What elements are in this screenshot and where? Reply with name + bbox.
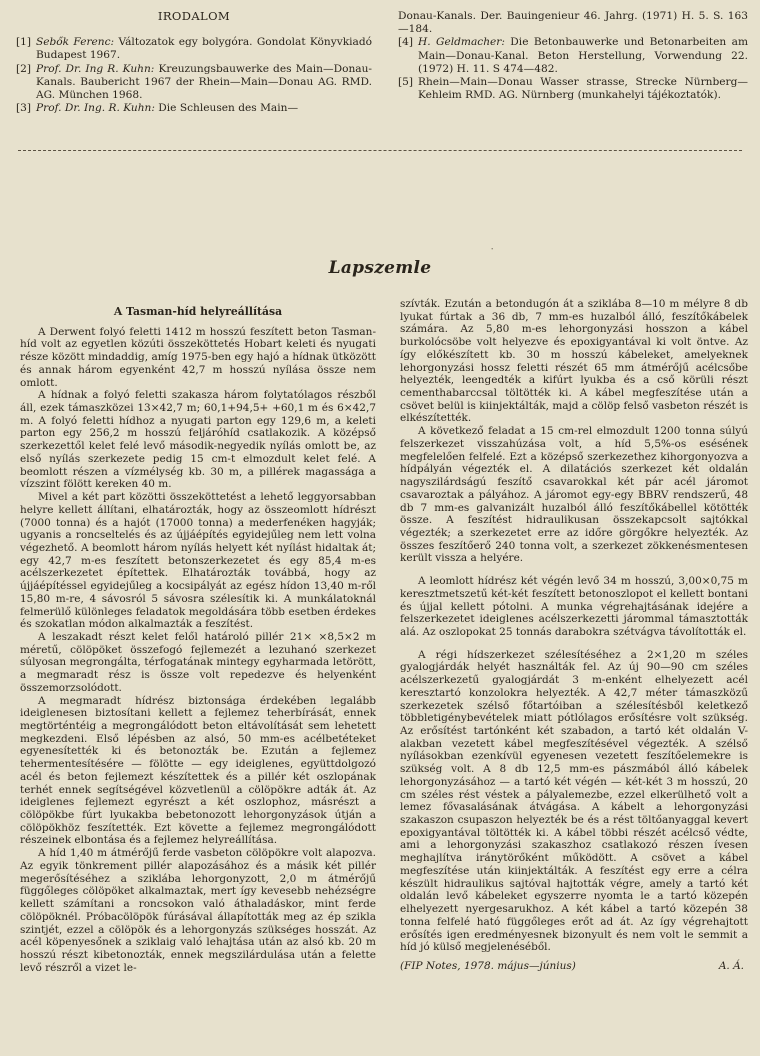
reference-item [398, 76, 748, 102]
reference-continuation [398, 10, 748, 36]
reference-author: Prof. Dr. Ing. R. Kuhn: [36, 102, 155, 115]
article-signature: A. Á. [718, 959, 744, 972]
reference-text: Die Schleusen des Main— [154, 102, 299, 115]
article-paragraph: A Derwent folyó feletti 1412 m hosszú feszített beton Tasman-híd volt az egyetlen közúti összeköttetés Hobart keleti és nyugati része között mindaddig, amíg 1975-ben egy hajó a hídnak ütközött és annak három egyenként 42,7 m hosszú nyílása össze nem omlott. [20, 325, 376, 389]
article-paragraph: A régi hídszerkezet szélesítéséhez a 2×1,20 m széles gyalogjárdák helyét használták fel. Az új 90—90 cm széles acélszerkezetű gyalogjárdát 3 m-enként elhelyezett acél keresztartó konzolokra helyezték. A 42,7 méter támaszközű szerkezetek szélső főtartóiban a szélesítésből keletkező többletigénybevételek miatt pótlólagos erősítésre volt szükség. Az erősítést tartónként két szabadon, a tartó két oldalán V-alakban vezetett kábel megfeszítésével végezték. A szélső nyílásokban ezenkívül egyenesen vezetett feszítőelemekre is szükség volt. A 8 db 12,5 mm-es pászmából álló kábelek lehorgonyzásához — a tartó két végén — két-két 3 m hosszú, 20 cm széles rést véstek a pályalemezbe, ezzel elkerülhető volt a lemez fővasalásának átvágása. A kábelt a lehorgonyzási szakaszon csupaszon helyezték be és a rést töltőanyaggal kevert epoxigyantával töltötték ki. A kábel többi részét acélcső védte, ami a lehorgonyzási szakaszhoz csatlakozó részen ívesen meghajlítva iránytörőként működött. A csövet a kábel megfeszítése után kiinjektálták. A feszítést egy erre a célra készült hidraulikus sajtóval hajtották végre, amely a tartó két oldalán levő kábeleket egyszerre nyomta le a tartó közepén elhelyezett nyergesarukhoz. A két kábel a tartó közepén 38 tonna felfelé ható függőleges erőt ad át. Az így végrehajtott erősítés igen eredményesnek bizonyult és nem volt le semmit a híd jó külső megjelenéséből. [400, 648, 748, 954]
reference-author: Sebők Ferenc: [36, 36, 115, 49]
reference-number: [3] [16, 102, 32, 115]
reference-number: [5] [398, 76, 414, 89]
reference-author: H. Geldmacher: [418, 36, 505, 49]
reference-text: Die Betonbauwerke und Betonarbeiten am Main—Donau-Kanal. Beton Herstellung, Vorwendung 22. (1972) H. 11. S 474—482. [418, 36, 748, 75]
article-source: (FIP Notes, 1978. május—június) [400, 959, 576, 972]
reference-item [16, 36, 372, 62]
article-paragraph: A hídnak a folyó feletti szakasza három folytatólagos részből áll, ezek támaszközei 13×42,7 m; 60,1+94,5+ +60,1 m és 6×42,7 m. A folyó feletti hídhoz a nyugati parton egy 129,6 m, a keleti parton egy 256,2 m hosszú feljáróhíd csatlakozik. A középső szerkezettől kelet felé levő második-negyedik nyílás omlott be, az első nyílás szerkezete pedig 15 cm-t elmozdult kelet felé. A beomlott részen a vízmélység kb. 30 m, a pillérek magassága a vízszint fölött kereken 40 m. [20, 389, 376, 491]
decorative-dot: ٠ [490, 244, 495, 253]
article-paragraph: A leszakadt részt kelet felől határoló pillér 21× ×8,5×2 m méretű, cölöpöket összefogó fejlemezét a lezuhanó szerkezet súlyosan megrongálta, térfogatának mintegy egyharmada letörött, a megmaradt rész is össze volt repedezve és helyenként összemorzsolódott. [20, 630, 376, 694]
reference-text: Rhein—Main—Donau Wasser strasse, Strecke Nürnberg—Kehleim RMD. AG. Nürnberg (munkahelyi tájékoztatók). [418, 76, 748, 102]
section-divider [18, 150, 742, 151]
article-paragraph: szívták. Ezután a betondugón át a sziklába 8—10 m mélyre 8 db lyukat fúrtak a 36 db, 7 mm-es huzalból álló, feszítőkábelek számára. Az 5,80 m-es lehorgonyzási hosszon a kábel burkolócsöbe volt helyezve és epoxigyantával ki volt öntve. Az így előkészített kb. 30 m hosszú kábeleket, amelyeknek lehorgonyzási hossz feletti részét 65 mm átmérőjű acélcsőbe helyezték, leengedték a kifúrt lyukba és a cső körüli részt cementhabarccsal töltötték ki. A kábel megfeszítése után a csövet belül is kiinjektálták, majd a cölöp felső vasbeton részét is elkészítették. [400, 298, 748, 425]
article-column-right [400, 298, 748, 973]
article-title: A Tasman-híd helyreállítása [113, 305, 283, 318]
article-paragraph: Mivel a két part közötti összeköttetést a lehető leggyorsabban helyre kellett állítani, elhatározták, hogy az összeomlott hídrészt (7000 tonna) és a hajót (17000 tonna) a mederfenéken hagyják; ugyanis a roncseltelés és az újjáépítés egyidejűleg nem lett volna végezhető. A beomlott három nyílás helyett két nyílást hidaltak át; egy 42,7 m-es feszített betonszerkezetet és egy 85,4 m-es acélszerkezetet építettek. Elhatározták továbbá, hogy az újjáépítéssel egyidejűleg a kocsipályát az egész hídon 13,40 m-ről 15,80 m-re, 4 sávosról 5 sávosra szélesítik ki. A munkálatoknál felmerülő különleges feladatok megoldására több esetben érdekes és szokatlan módon alkalmazták a feszítést. [20, 491, 376, 631]
article-paragraph: A megmaradt hídrész biztonsága érdekében legalább ideiglenesen biztosítani kellett a fejlemez teherbírását, ennek megtörténtéig a megrongálódott beton eltávolítását sem lehetett megkezdeni. Első lépésben az alsó, 50 mm-es acélbetéteket egyenesítették ki és betonozták be. Ezután a fejlemez tehermentesítésére — fölötte — egy ideiglenes, együttdolgozó acél és beton fejlemezt készítettek és a pillér két oszlopának terhét ennek segítségével közvetlenül a cölöpökre adták át. Az ideiglenes fejlemezt egyrészt a két oszlophoz, másrészt a cölöpökbe fúrt lyukakba bebetonozott lehorgonyzások útján a cölöpökhöz feszítették. Ezt követte a fejlemez megrongálódott részeinek elbontása és a fejlemez helyreállítása. [20, 694, 376, 847]
reference-text: Kreuzungsbauwerke des Main—Donau-Kanals. Baubericht 1967 der Rhein—Main—Donau AG. RMD. AG. München 1968. [36, 62, 372, 102]
reference-item [398, 36, 748, 76]
reference-number: [1] [16, 36, 32, 49]
reference-author: Prof. Dr. Ing R. Kuhn: [36, 62, 155, 75]
article-paragraph: A leomlott hídrész két végén levő 34 m hosszú, 3,00×0,75 m keresztmetszetű két-két feszített betonoszlopot el kellett bontani és újjal kellett pótolni. A munka végrehajtásának idejére a felszerkezetet ideiglenes acélszerkezetti járommal támasztották alá. Az oszlopokat 25 tonnás darabokra szétvágva távolították el. [400, 575, 748, 638]
irodalom-title: IRODALOM [157, 9, 231, 23]
article-paragraph: A híd 1,40 m átmérőjű ferde vasbeton cölöpökre volt alapozva. Az egyik tönkrement pillér alapozásához és a másik két pillér megerősítéséhez a sziklába lehorgonyzott, 2,0 m átmérőjű függőleges cölöpöket alkalmaztak, mert így kevesebb nehézségre kellett számítani a roncsokon való áthaladáskor, mint ferde cölöpöknél. Próbacölöpök fúrásával állapították meg az ép szikla szintjét, ezzel a cölöpök és a lehorgonyzás szükséges hosszát. Az acél köpenyesőnek a sziklaig való lehajtása után az alsó kb. 20 m hosszú részt kibetonozták, ennek megszilárdulása után a felette levő részről a vizet le- [20, 847, 376, 974]
article-source-line [400, 960, 748, 973]
irodalom-left-column [16, 10, 372, 115]
reference-item [16, 63, 372, 103]
article-column-left [20, 298, 376, 974]
reference-number: [4] [398, 36, 414, 49]
reference-text: Donau-Kanals. Der. Bauingenieur 46. Jahrg. (1971) H. 5. S. 163—184. [398, 10, 748, 36]
article-paragraph: A következő feladat a 15 cm-rel elmozdult 1200 tonna súlyú felszerkezet visszahúzása volt, a híd 5,5%-os esésének megfelelően felfelé. Ezt a középső szerkezethez kihorgonyozva a hídpályán végezték el. A dilatációs szerkezet két oldalán nagyszilárdságú feszítő csavarokkal két pár acél járomot csavaroztak a pályához. A járomot egy-egy BBRV rendszerű, 48 db 7 mm-es galvanizált huzalból álló feszítőkábellel kötötték össze. A feszítést hidraulikusan összekapcsolt sajtókkal végezték; a szerkezetet erre az időre görgőkre helyezték. Az összes feszítőerő 240 tonna volt, a szerkezet zökkenésmentesen került vissza a helyére. [400, 425, 748, 565]
reference-text: Változatok egy bolygóra. Gondolat Könyvkiadó Budapest 1967. [36, 36, 372, 62]
reference-number: [2] [16, 62, 32, 75]
reference-item [16, 102, 372, 115]
lapszemle-heading: Lapszemle [328, 258, 432, 278]
irodalom-right-column [398, 10, 748, 102]
